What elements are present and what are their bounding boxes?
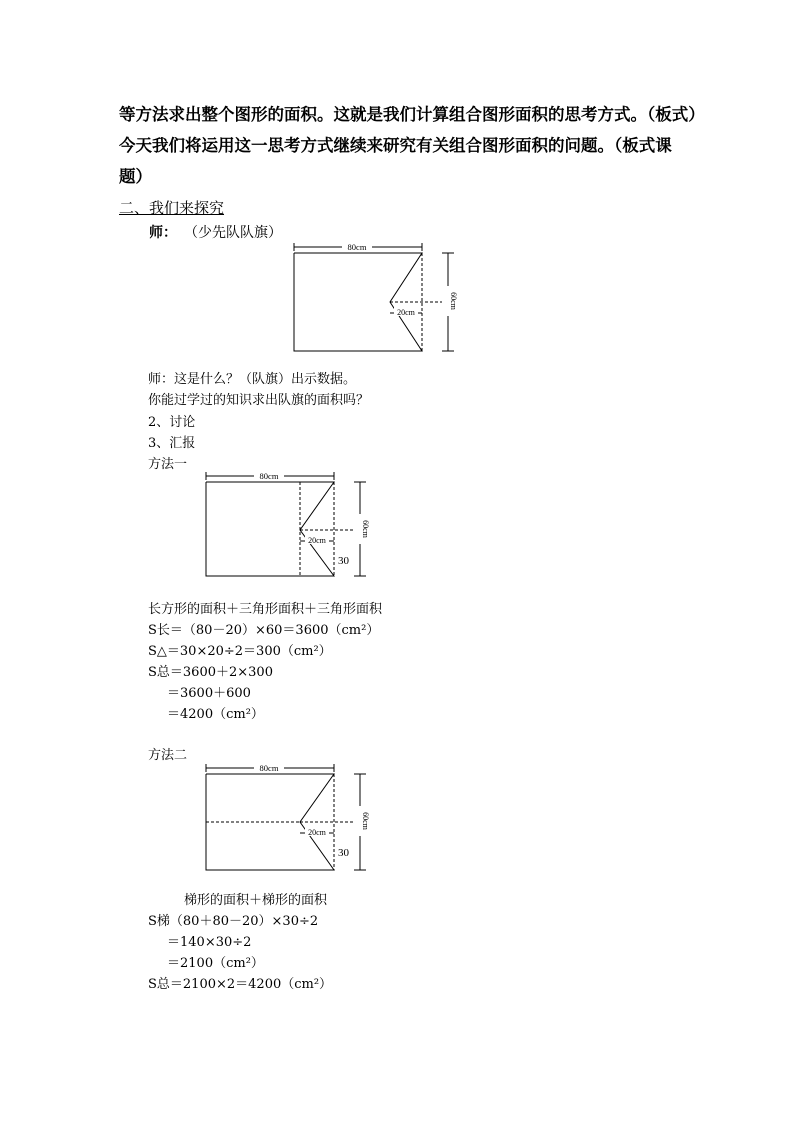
step-report: 3、汇报	[148, 436, 196, 451]
method2-title: 方法二	[148, 748, 188, 763]
teacher-label: 师：	[149, 225, 177, 241]
question-1: 师：这是什么？（队旗）出示数据。	[148, 372, 357, 387]
method1-desc: 长方形的面积＋三角形面积＋三角形面积	[148, 602, 383, 617]
notch-label: 20cm	[397, 308, 415, 317]
m2-height-label: 60cm	[361, 812, 370, 830]
method1-title: 方法一	[148, 457, 188, 472]
method1-figure	[202, 470, 382, 580]
step-discuss: 2、讨论	[148, 415, 196, 430]
m2-half-label: 30	[338, 847, 349, 859]
method1-line-3: S总＝3600＋2×300	[148, 665, 273, 680]
flag-figure	[290, 240, 470, 356]
height-label: 60cm	[449, 292, 458, 310]
method2-line-4: S总＝2100×2＝4200（cm²）	[148, 977, 333, 992]
teacher-text: （少先队队旗）	[191, 225, 282, 241]
method1-line-2: S△＝30×20÷2＝300（cm²）	[148, 644, 332, 659]
method2-line-1: S梯（80＋80－20）×30÷2	[148, 914, 319, 929]
method2-figure	[202, 762, 382, 874]
m2-width-label: 80cm	[259, 763, 279, 773]
method2-line-3: ＝2100（cm²）	[167, 956, 264, 971]
m1-width-label: 80cm	[259, 471, 279, 481]
m1-notch-label: 20cm	[308, 536, 326, 545]
intro-line-2: 今天我们将运用这一思考方式继续来研究有关组合图形面积的问题。（板式课	[119, 136, 672, 155]
method1-line-5: ＝4200（cm²）	[167, 707, 264, 722]
teacher-line	[149, 222, 282, 242]
question-2: 你能过学过的知识求出队旗的面积吗？	[148, 393, 370, 408]
intro-line-3: 题）	[119, 167, 152, 186]
m1-half-label: 30	[338, 555, 349, 567]
intro-line-1: 等方法求出整个图形的面积。这就是我们计算组合图形面积的思考方式。（板式）	[119, 105, 705, 124]
method1-line-1: S长＝（80－20）×60＝3600（cm²）	[148, 623, 380, 638]
m2-notch-label: 20cm	[308, 828, 326, 837]
section-heading: 二、我们来探究	[119, 199, 225, 217]
method2-desc: 梯形的面积＋梯形的面积	[184, 893, 328, 908]
method2-line-2: ＝140×30÷2	[167, 935, 252, 950]
width-label: 80cm	[347, 242, 367, 252]
m1-height-label: 60cm	[361, 520, 370, 538]
method1-line-4: ＝3600＋600	[167, 686, 251, 701]
